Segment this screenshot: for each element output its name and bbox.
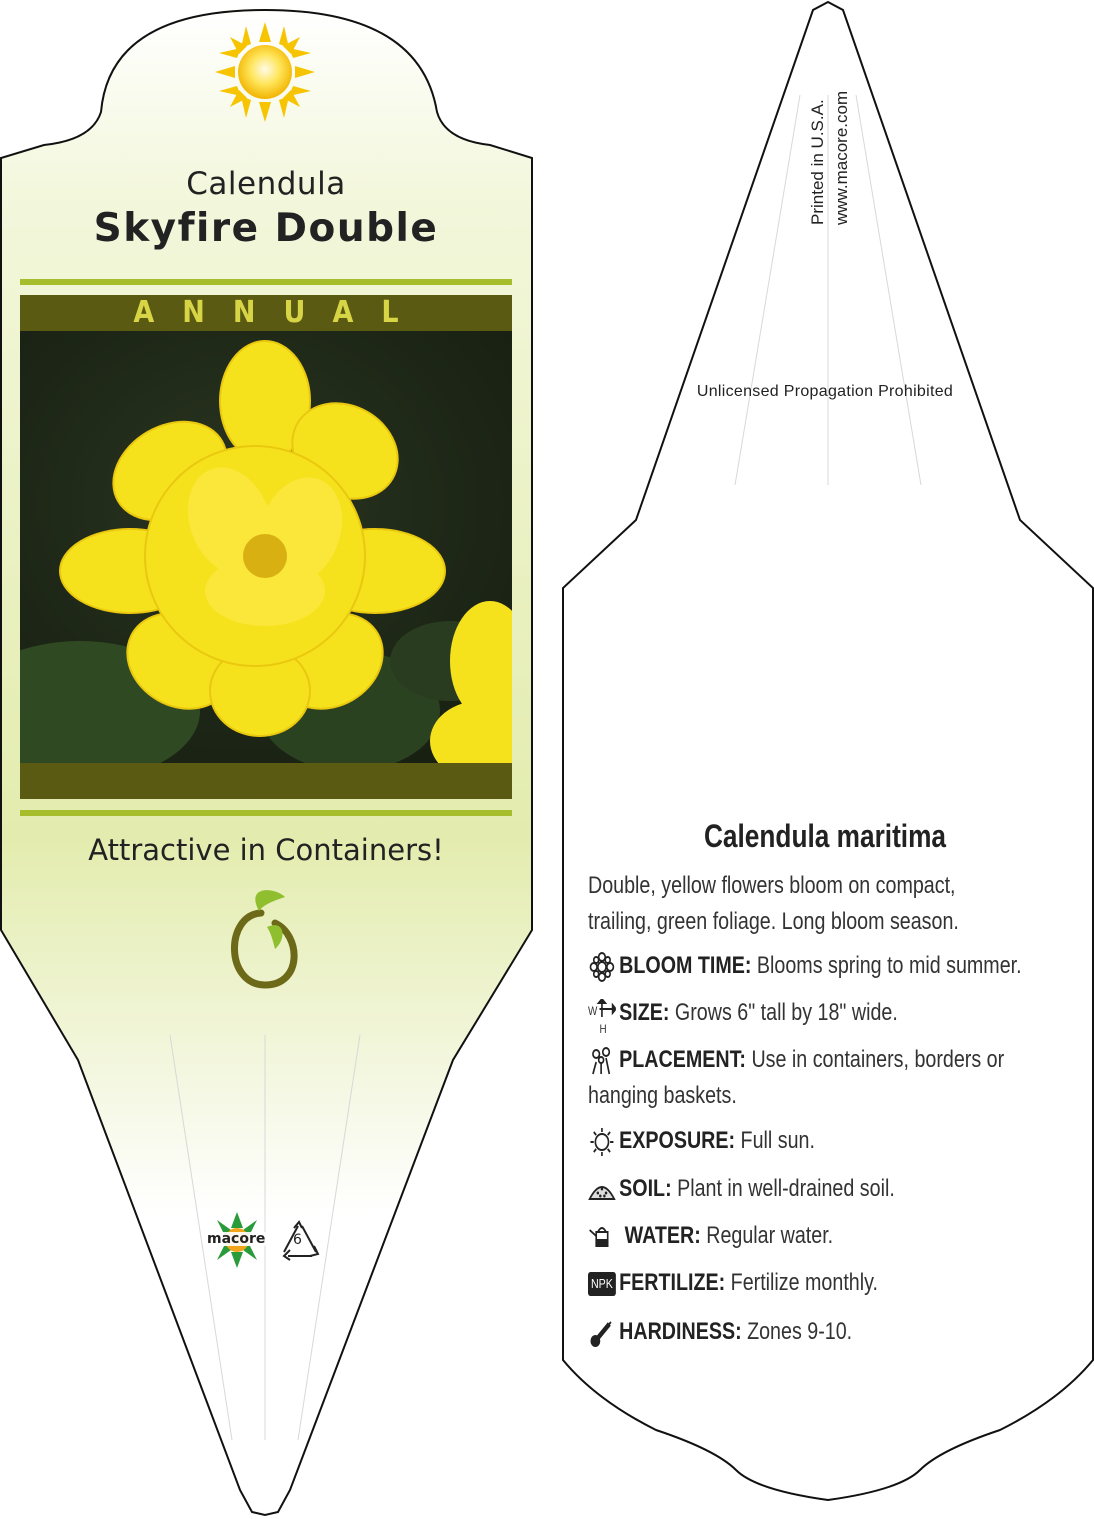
top-rule (20, 279, 512, 285)
care-text: Fertilize monthly. (730, 1269, 878, 1296)
brand-name: macore (207, 1231, 266, 1247)
bottom-band (20, 763, 512, 799)
care-water (588, 1218, 1047, 1254)
npk-icon-label: NPK (588, 1272, 616, 1296)
flower-icon (588, 952, 619, 982)
plant-type-band: ANNUAL (20, 295, 512, 331)
care-soil (588, 1171, 1047, 1207)
description (588, 868, 1014, 940)
care-text: Blooms spring to mid summer. (756, 952, 1022, 979)
printed-in: Printed in U.S.A. (808, 99, 827, 225)
care-hardiness (588, 1314, 1047, 1350)
care-label: BLOOM TIME: (619, 952, 752, 979)
thermometer-icon (588, 1318, 619, 1348)
care-exposure (588, 1123, 1047, 1159)
care-label: HARDINESS: (619, 1318, 742, 1345)
size-icon-w: W (588, 1003, 598, 1018)
sun-icon (215, 22, 315, 122)
care-bloom-time (588, 948, 1047, 984)
propagation-notice: Unlicensed Propagation Prohibited (696, 383, 954, 400)
npk-icon (588, 1270, 619, 1298)
care-text: Grows 6" tall by 18" wide. (674, 999, 898, 1026)
soil-icon (588, 1175, 619, 1205)
description-line: trailing, green foliage. Long bloom season. (588, 908, 959, 935)
care-text: Full sun. (740, 1127, 815, 1154)
care-size (588, 995, 1047, 1036)
sun-icon (588, 1127, 619, 1157)
lower-rule (20, 810, 512, 816)
care-text: Zones 9-10. (747, 1318, 853, 1345)
care-label: SOIL: (619, 1175, 672, 1202)
size-icon (588, 999, 619, 1036)
placement-icon (588, 1046, 619, 1076)
care-label: PLACEMENT: (619, 1046, 746, 1073)
care-label: SIZE: (619, 999, 670, 1026)
care-text: Plant in well-drained soil. (677, 1175, 895, 1202)
description-line: Double, yellow flowers bloom on compact, (588, 872, 956, 899)
care-label: FERTILIZE: (619, 1269, 726, 1296)
care-label: WATER: (624, 1222, 701, 1249)
website: www.macore.com (832, 90, 851, 225)
flower-photo (20, 331, 512, 763)
botanical-name: Calendula maritima (703, 818, 947, 854)
care-text: Use in containers, borders or (751, 1046, 1005, 1073)
size-icon-h: H (599, 1021, 607, 1036)
genus-name: Calendula (186, 166, 346, 202)
recycle-code: 6 (293, 1232, 302, 1248)
care-label: EXPOSURE: (619, 1127, 736, 1154)
care-fertilize (588, 1265, 1047, 1301)
care-placement (588, 1042, 1047, 1114)
care-text: Regular water. (706, 1222, 834, 1249)
watering-can-icon (588, 1222, 619, 1252)
tagline: Attractive in Containers! (88, 833, 444, 867)
care-text-continued: hanging baskets. (588, 1082, 737, 1109)
variety-name: Skyfire Double (93, 206, 439, 251)
